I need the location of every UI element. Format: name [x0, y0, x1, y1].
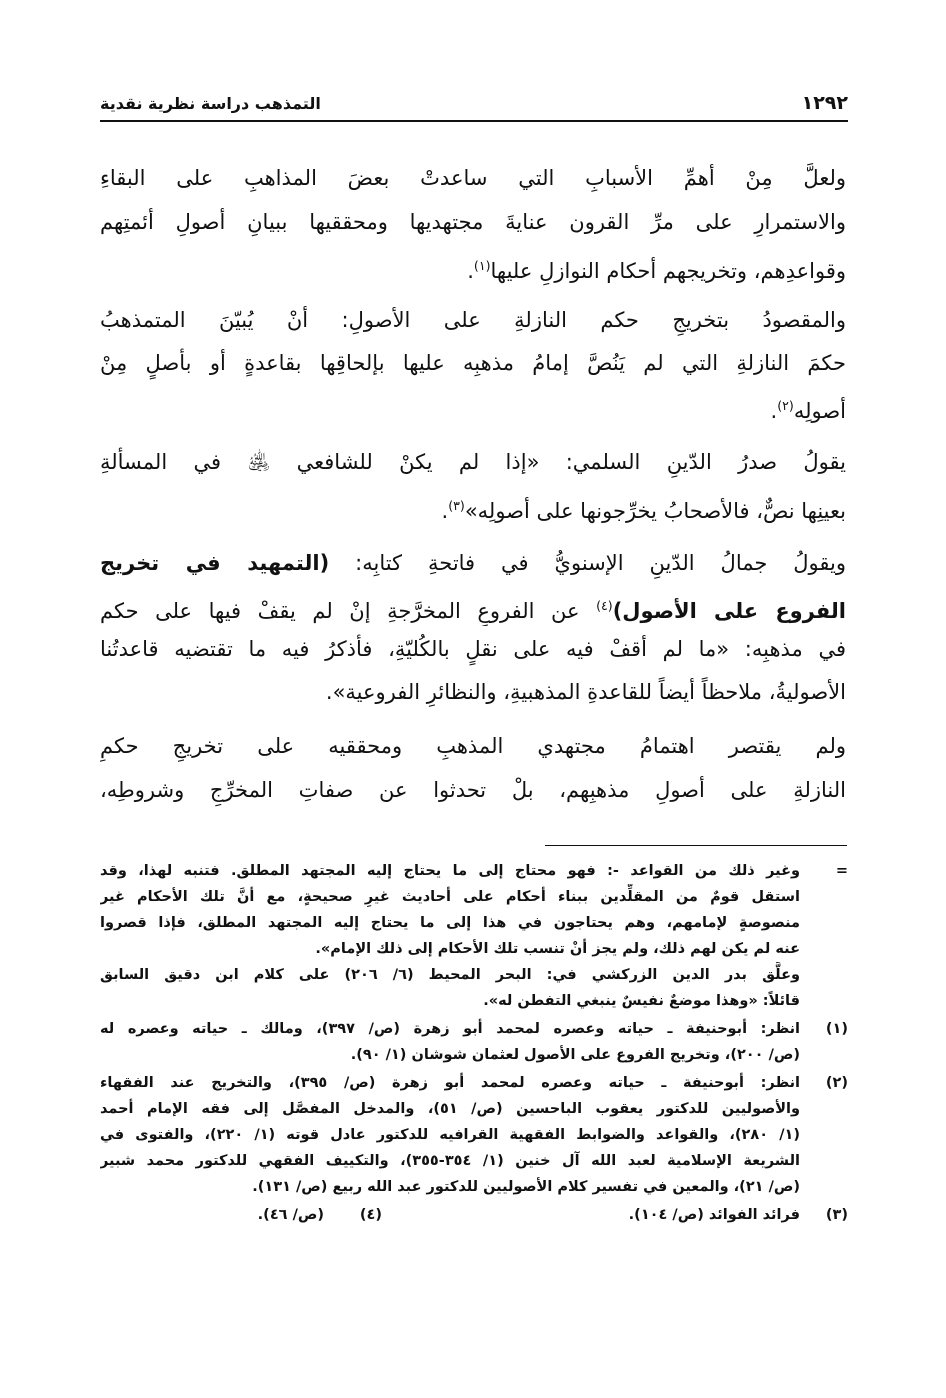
footnote-number: (١): [825, 1021, 848, 1037]
footnote-line: والأصوليين للدكتور يعقوب الباحسين (ص/ ٥١)، والمدخل المفصَّل إلى فقه الإمام أحمد: [100, 1101, 800, 1117]
footnote-line: وعلَّق بدر الدين الزركشي في: البحر المحيط (٦/ ٢٠٦) على كلام ابن دقيق السابق: [100, 967, 800, 983]
footnote-line: انظر: أبوحنيفة ـ حياته وعصره لمحمد أبو زهرة (ص/ ٣٩٥)، والتخريج عند الفقهاء: [100, 1075, 800, 1091]
footnote-ref[interactable]: (١): [473, 258, 491, 273]
body-line: يقولُ صدرُ الدّينِ السلمي: «إذا لم يكنْ للشافعي ﵁ في المسألةِ: [100, 450, 846, 474]
footnote-line: الشريعة الإسلامية لعبد الله آل خنين (١/ ٣٥٤-٣٥٥)، والتكييف الفقهي للدكتور محمد شبير: [100, 1153, 800, 1169]
text: وقواعدِهم، وتخريجهم أحكام النوازلِ عليها: [490, 259, 846, 283]
body-line: [100, 386, 846, 426]
body-line: [100, 586, 846, 626]
footnote-line: انظر: أبوحنيفة ـ حياته وعصره لمحمد أبو زهرة (ص/ ٣٩٧)، ومالك ـ حياته وعصره له: [100, 1021, 800, 1037]
running-title: التمذهب دراسة نظرية نقدية: [100, 94, 321, 113]
footnote-line: (١/ ٢٨٠)، والقواعد والضوابط الفقهية القرافيه للدكتور عادل قوته (١/ ٢٢٠)، والفتوى في: [100, 1127, 800, 1143]
body-line: [100, 486, 846, 526]
text: .: [467, 259, 474, 283]
footnote-line: قائلاً: «وهذا موضعٌ نفيسٌ ينبغي التفطن له».: [483, 993, 800, 1009]
body-line: الأصوليةُ، ملاحظاً أيضاً للقاعدةِ المذهبيةِ، والنظائرِ الفروعية».: [325, 680, 846, 704]
footnote-line: وغير ذلك من القواعد -: فهو محتاج إلى ما يحتاج إليه المجتهد المطلق. فتنبه لهذا، وقد: [100, 863, 800, 879]
footnote-line: منصوصةٍ لإمامهم، وهم يحتاجون في هذا إلى ما يحتاج إليه المجتهد المطلق، فإذا قصروا: [100, 915, 800, 931]
footnote-line: عنه لم يكن لهم ذلك، ولم يجز أنْ تنسب تلك الأحكام إلى ذلك الإمام».: [315, 941, 800, 957]
footnote-ref[interactable]: (٢): [777, 398, 794, 413]
footnote-line: (ص/ ٢١)، والمعين في تفسير كلام الأصوليين للدكتور عبد الله ربيع (ص/ ١٣١).: [252, 1179, 800, 1195]
footnote-ref[interactable]: (٣): [448, 498, 465, 513]
body-line: النازلةِ على أصولِ مذهبِهم، بلْ تحدثوا عن صفاتِ المخرِّجِ وشروطِه،: [100, 778, 846, 802]
body-line: ولم يقتصر اهتمامُ مجتهدي المذهبِ ومحققيه على تخريجِ حكمِ: [100, 734, 846, 758]
text: ويقولُ جمالُ الدّينِ الإسنويُّ في فاتحةِ كتابِه:: [329, 551, 846, 575]
book-title: الفروع على الأصول): [612, 599, 846, 623]
text: .: [770, 399, 778, 423]
footnote-number: (٣): [825, 1207, 848, 1223]
body-line: حكمَ النازلةِ التي لم يَنُصَّ إمامُ مذهبِه عليها بإلحاقِها بقاعدةٍ أو بأصلٍ مِنْ: [100, 351, 846, 375]
body-line: والاستمرارِ على مرِّ القرون عنايةَ مجتهديها ومحققيها ببيانِ أصولِ أئمتِهم: [100, 210, 846, 234]
text: عن الفروعِ المخرَّجةِ إنْ لم يقفْ فيها على حكم: [100, 599, 597, 623]
footnote-line: (ص/ ٤٦).: [257, 1207, 324, 1223]
body-line: ولعلَّ مِنْ أهمِّ الأسبابِ التي ساعدتْ بعضَ المذاهبِ على البقاءِ: [100, 166, 846, 190]
footnote-ref[interactable]: (٤): [596, 598, 613, 613]
footnote-line: (ص/ ٢٠٠)، وتخريج الفروع على الأصول لعثمان شوشان (١/ ٩٠).: [350, 1047, 800, 1063]
body-line: [100, 543, 846, 583]
body-line: [100, 246, 846, 286]
text: أصولِه: [793, 399, 846, 423]
continuation-mark: =: [835, 863, 848, 879]
running-header: [100, 92, 848, 118]
book-title: (التمهيد في تخريج: [100, 551, 330, 575]
footnote-line: استقل قومٌ من المقلِّدين ببناء أحكام على أحاديث غيرِ صحيحةٍ، مع أنَّ تلك الأحكام غير: [100, 889, 800, 905]
body-line: في مذهبِه: «ما لم أقفْ فيه على نقلٍ بالكُليّةِ، فأذكرُ فيه ما تقتضيه قاعدتُنا: [100, 637, 846, 661]
body-line: والمقصودُ بتخريجِ حكم النازلةِ على الأصولِ: أنْ يُبيّنَ المتمذهبُ: [100, 308, 846, 332]
footnote-number: (٢): [825, 1075, 848, 1091]
footnote-number: (٤): [359, 1207, 382, 1223]
page-number: ١٢٩٢: [801, 92, 848, 114]
footnote-line: فرائد الفوائد (ص/ ١٠٤).: [628, 1207, 800, 1223]
header-rule: [100, 120, 848, 122]
footnote-separator: [545, 845, 847, 846]
text: .: [441, 499, 449, 523]
text: بعينِها نصٌّ، فالأصحابُ يخرِّجونها على أصولِه»: [464, 499, 846, 523]
